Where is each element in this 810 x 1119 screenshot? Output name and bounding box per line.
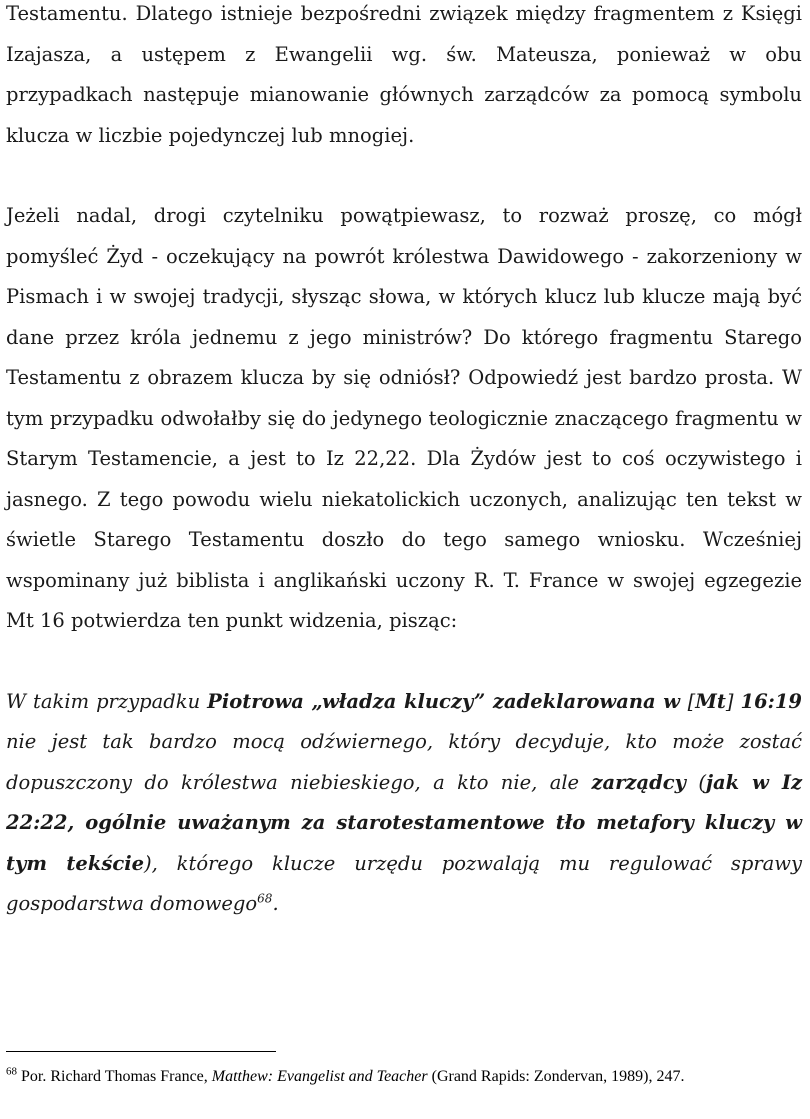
quote-bold-3: 16:19 (740, 689, 802, 713)
paragraph-2: Jeżeli nadal, drogi czytelniku powątpiewasz, to rozważ proszę, co mógł pomyśleć Żyd - oczekujący na powrót królestwa Dawidowego - zakorzeniony w Pismach i w swojej tradycji, słysząc słowa, w których klucz lub klucze mają być dane przez króla jednemu z jego ministrów? Do którego fragmentu Starego Testamentu z obrazem klucza by się odniósł? Odpowiedź jest bardzo prosta. W tym przypadku odwołałby się do jedynego teologicznie znaczącego fragmentu w Starym Testamencie, a jest to Iz 22,22. Dla Żydów jest to coś oczywistego i jasnego. Z tego powodu wielu niekatolickich uczonych, analizując ten tekst w świetle Starego Testamentu doszło do tego samego wniosku. Wcześniej wspominany już biblista i anglikański uczony R. T. France w swojej egzegezie Mt 16 potwierdza ten punkt widzenia, pisząc: (6, 204, 802, 632)
quote-text-6: ), którego klucze urzędu pozwalają mu regulować sprawy gospodarstwa domowego (6, 851, 802, 915)
quote-end: . (272, 892, 279, 915)
quote-text-5: ( (685, 770, 706, 794)
quote-text-4: nie jest tak bardzo mocą odźwiernego, który decyduje, kto może zostać dopuszczony do królestwa niebieskiego, a kto nie, ale (6, 730, 802, 794)
quote-bold-2: Mt (695, 689, 726, 713)
quote-text-1: W takim przypadku (6, 689, 208, 713)
quote-bold-5: jak w Iz 22:22, ogólnie uważanym za starotestamentowe tło metafory kluczy w tym tekście (6, 770, 803, 875)
page-body (6, 0, 802, 925)
footnote-number: 68 (6, 1065, 17, 1078)
paragraph-1: Testamentu. Dlatego istnieje bezpośredni związek między fragmentem z Księgi Izajasza, a ustępem z Ewangelii wg. św. Mateusza, ponieważ w obu przypadkach następuje mianowanie głównych zarządców za pomocą symbolu klucza w liczbie pojedynczej lub mnogiej. (6, 2, 802, 147)
quote-text-3: ] (725, 689, 741, 713)
quote-text-2: [ (687, 689, 696, 713)
footnote-separator (6, 1051, 276, 1052)
footnote (6, 1066, 802, 1088)
footnote-prefix: Por. Richard Thomas France, (17, 1068, 212, 1085)
footnote-suffix: (Grand Rapids: Zondervan, 1989), 247. (427, 1068, 685, 1085)
quote-bold-1: Piotrowa „władza kluczy” zadeklarowana w (207, 689, 688, 713)
footnote-title: Matthew: Evangelist and Teacher (211, 1068, 428, 1085)
block-quote (6, 682, 802, 925)
footnote-reference[interactable]: 68 (257, 891, 273, 906)
quote-bold-4: zarządcy (591, 770, 686, 794)
